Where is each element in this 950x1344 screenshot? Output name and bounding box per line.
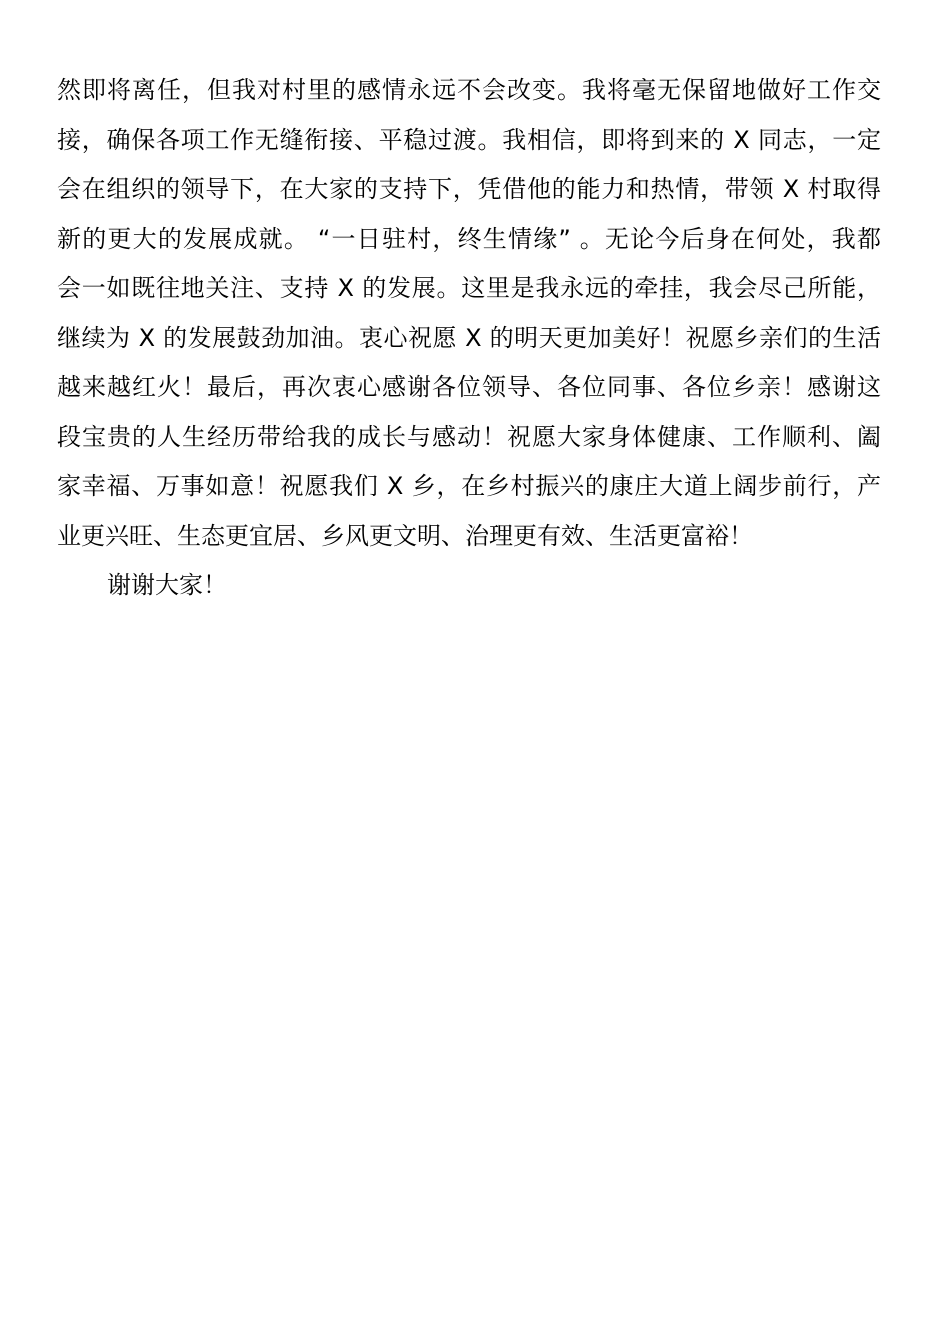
paragraph-line-1: 然即将离任，但我对村里的感情永远不会改变。我将毫无保留地做好工作交 — [57, 76, 881, 104]
paragraph-line-10: 业更兴旺、生态更宜居、乡风更文明、治理更有效、生活更富裕！ — [57, 521, 753, 550]
paragraph-line-2: 接，确保各项工作无缝衔接、平稳过渡。我相信，即将到来的 X 同志，一定 — [57, 125, 881, 154]
paragraph-line-8: 段宝贵的人生经历带给我的成长与感动！祝愿大家身体健康、工作顺利、阖 — [57, 422, 881, 451]
paragraph-line-4: 新的更大的发展成就。 “一日驻村，终生情缘” 。无论今后身在何处，我都 — [57, 224, 881, 253]
closing-line: 谢谢大家！ — [107, 571, 227, 599]
paragraph-line-5: 会一如既往地关注、支持 X 的发展。这里是我永远的牵挂，我会尽己所能， — [57, 274, 881, 302]
paragraph-line-7: 越来越红火！最后，再次衷心感谢各位领导、各位同事、各位乡亲！感谢这 — [57, 373, 881, 401]
paragraph-line-3: 会在组织的领导下，在大家的支持下，凭借他的能力和热情，带领 X 村取得 — [57, 175, 881, 203]
paragraph-line-9: 家幸福、万事如意！祝愿我们 X 乡，在乡村振兴的康庄大道上阔步前行，产 — [57, 472, 881, 500]
speech-paragraph — [57, 66, 881, 561]
paragraph-line-6: 继续为 X 的发展鼓劲加油。衷心祝愿 X 的明天更加美好！祝愿乡亲们的生活 — [57, 323, 881, 352]
